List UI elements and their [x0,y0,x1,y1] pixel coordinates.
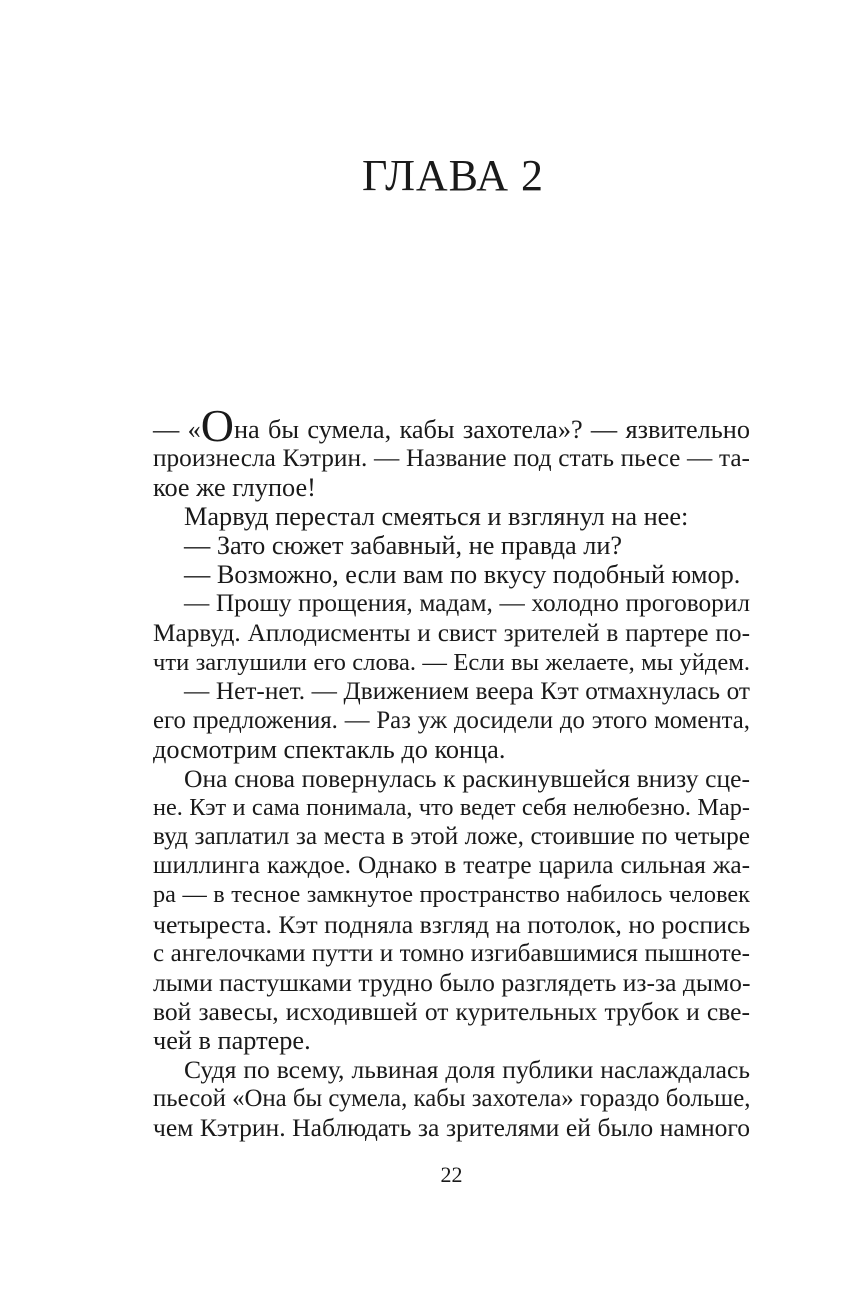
text-line: досмотрим спектакль до конца. [153,734,506,764]
text-line: произнесла Кэтрин. — Название под стать пьесе — та- [153,444,750,472]
opening-rest: на бы сумела, кабы захотела»? — язвительно [233,415,750,444]
text-line: чем Кэтрин. Наблюдать за зрителями ей было намного [153,1113,750,1143]
text-line: пьесой «Она бы сумела, кабы захотела» гораздо больше, [153,1085,751,1113]
text-line: Марвуд перестал смеяться и взглянул на нее: [184,502,689,532]
text-line: вой завесы, исходившей от курительных трубок и све- [153,996,750,1026]
text-line: вуд заплатил за места в этой ложе, стоившие по четыре [153,822,750,851]
text-line: Она снова повернулась к раскинувшейся внизу сце- [184,764,750,794]
text-line: кое же глупое! [153,473,316,503]
page-number: 22 [440,1162,463,1187]
text-line: не. Кэт и сама понимала, что ведет себя нелюбезно. Мар- [153,794,750,822]
drop-cap-letter: О [200,400,234,451]
text-line: — Нет-нет. — Движением веера Кэт отмахнулась от [184,676,750,705]
body-text [153,400,751,1143]
text-line: — Возможно, если вам по вкусу подобный юмор. [184,560,741,590]
opening-line [153,400,750,451]
text-line: четыреста. Кэт подняла взгляд на потолок, но роспись [153,909,751,939]
text-line: шиллинга каждое. Однако в театре царила сильная жа- [153,851,750,880]
text-line: с ангелочками путти и томно изгибавшимися пышноте- [153,939,750,967]
text-line: — Прошу прощения, мадам, — холодно проговорил [184,589,750,618]
text-line: Марвуд. Аплодисменты и свист зрителей в партере по- [153,618,750,647]
opening-dash: — « [153,415,201,444]
text-line: его предложения. — Раз уж досидели до этого момента, [153,706,750,734]
text-line: — Зато сюжет забавный, не правда ли? [184,531,623,561]
text-line: чти заглушили его слова. — Если вы желаете, мы уйдем. [153,648,750,676]
text-line: чей в партере. [153,1025,311,1055]
text-line: Судя по всему, львиная доля публики наслаждалась [184,1054,750,1084]
text-line: лыми пастушками трудно было разглядеть из-за дымо- [153,967,751,997]
chapter-title: ГЛАВА 2 [361,151,545,200]
text-line: ра — в тесное замкнутое пространство набилось человек [153,881,750,909]
